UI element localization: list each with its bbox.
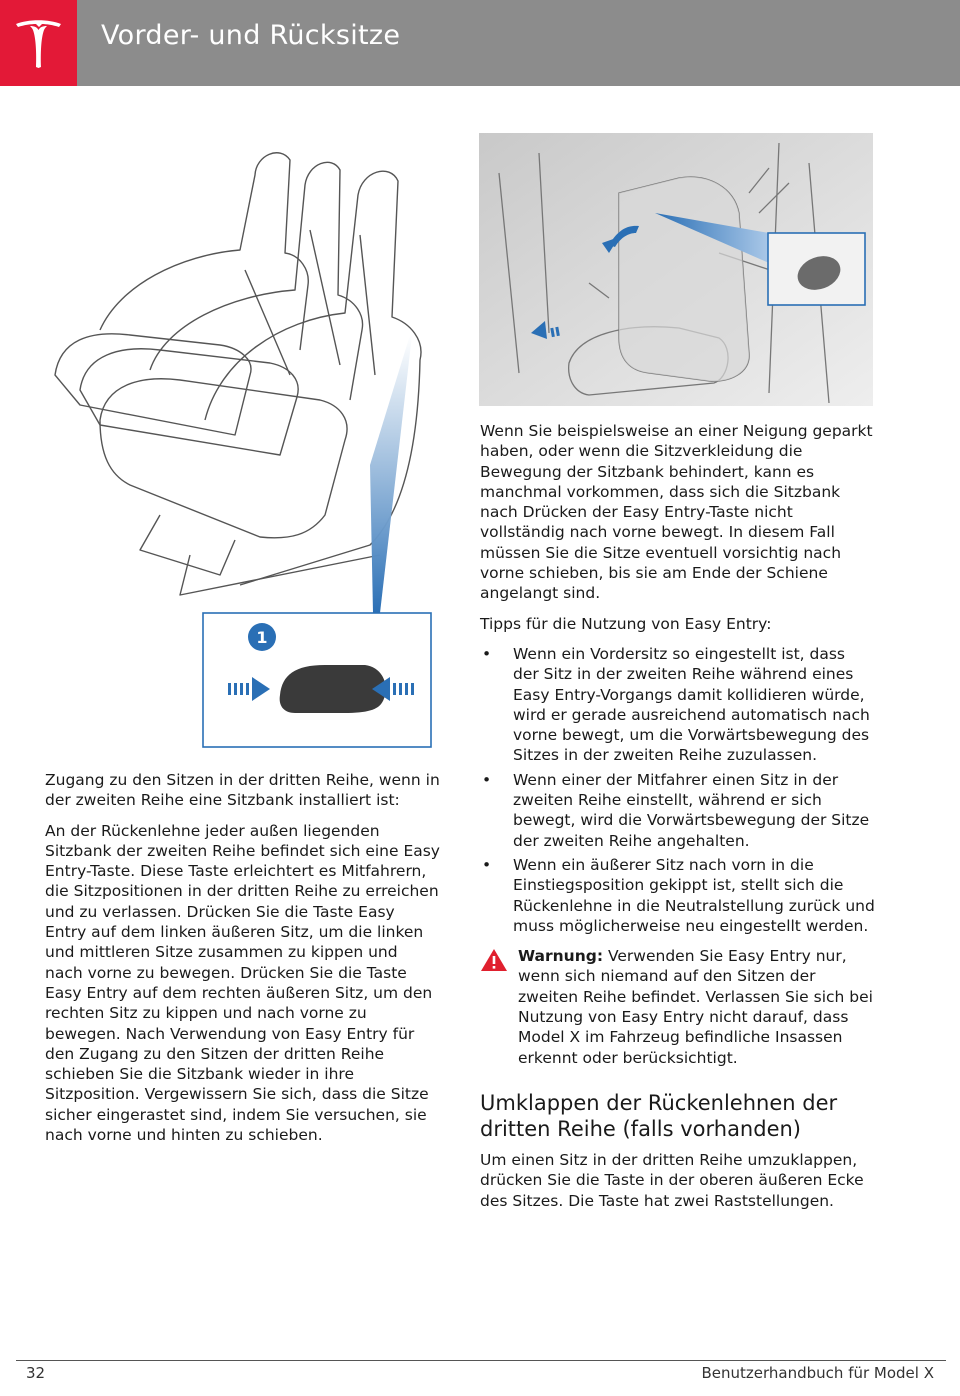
tesla-logo-icon xyxy=(14,18,63,70)
list-item xyxy=(480,855,875,936)
list-item xyxy=(480,770,875,851)
warning-triangle-icon xyxy=(480,948,508,972)
section-heading: Umklappen der Rückenlehnen der dritten Reihe (falls vorhanden) xyxy=(480,1090,838,1141)
tip-text: Wenn einer der Mitfahrer einen Sitz in der zweiten Reihe einstellt, während er sich bewegt, wird die Vorwärtsbewegung der Sitze der zweiten Reihe angehalten. xyxy=(513,770,870,850)
tip-text: Wenn ein äußerer Sitz nach vorn in die Einstiegsposition gekippt ist, stellt sich die Rückenlehne in die Neutralstellung zurück und muss möglicherweise neu eingestellt werden. xyxy=(513,855,875,935)
bullet: • xyxy=(482,855,492,874)
left-column xyxy=(45,770,440,1155)
incline-paragraph: Wenn Sie beispielsweise an einer Neigung geparkt haben, oder wenn die Sitzverkleidung die Bewegung der Sitzbank behindert, kann es manchmal vorkommen, dass sich die Sitzbank nach Drücken der Easy Entry-Taste nicht vollständig nach vorne bewegt. In diesem Fall müssen Sie die Sitze eventuell vorsichtig nach vorne schieben, bis sie am Ende der Schiene angelangt sind. xyxy=(480,422,873,603)
tesla-logo xyxy=(0,0,77,86)
bullet: • xyxy=(482,644,492,663)
footer-divider xyxy=(16,1360,946,1361)
seat-easy-entry-illustration xyxy=(40,135,440,755)
easy-entry-description: An der Rückenlehne jeder außen liegenden Sitzbank der zweiten Reihe befindet sich eine Easy Entry-Taste. Diese Taste erleichtert es Mitfahrern, die Sitzpositionen in der dritten Reihe zu erreichen und zu verlassen. Drücken Sie die Taste Easy Entry auf dem linken äußeren Sitz, um die linken und mittleren Sitze zusammen zu kippen und nach vorne zu bewegen. Drücken Sie die Taste Easy Entry auf dem rechten äußeren Sitz, um den rechten Sitz zu kippen und nach vorne zu bewegen. Nach Verwendung von Easy Entry für den Zugang zu den Sitzen der dritten Reihe schieben Sie die Sitzbank wieder in ihre Sitzposition. Vergewissern Sie sich, dass die Sitze sicher eingerastet sind, indem Sie versuchen, sie nach vorne und hinten zu schieben. xyxy=(45,821,440,1145)
easy-entry-intro: Zugang zu den Sitzen in der dritten Reihe, wenn in der zweiten Reihe eine Sitzbank installiert ist: xyxy=(45,771,440,810)
page-number: 32 xyxy=(26,1364,46,1382)
warning-text: Verwenden Sie Easy Entry nur, wenn sich niemand auf den Sitzen der zweiten Reihe befindet. Verlassen Sie sich bei Nutzung von Easy Entry nicht darauf, dass Model X im Fahrzeug befindliche Insassen erkennt oder berücksichtigt. xyxy=(518,947,873,1067)
tip-text: Wenn ein Vordersitz so eingestellt ist, dass der Sitz in der zweiten Reihe während eines Easy Entry-Vorgangs damit kollidieren würde, wird er gerade ausreichend automatisch nach vorne bewegt, um die Vorwärtsbewegung des Sitzes in der zweiten Reihe zuzulassen. xyxy=(513,644,870,765)
tips-intro: Tipps für die Nutzung von Easy Entry: xyxy=(480,614,772,633)
fold-instructions: Um einen Sitz in der dritten Reihe umzuklappen, drücken Sie die Taste in der oberen äußeren Ecke des Sitzes. Die Taste hat zwei Raststellungen. xyxy=(480,1150,864,1210)
warning-note xyxy=(480,946,875,1068)
bullet: • xyxy=(482,770,492,789)
manual-title: Benutzerhandbuch für Model X xyxy=(701,1364,934,1382)
page-title: Vorder- und Rücksitze xyxy=(101,20,401,51)
list-item xyxy=(480,644,875,766)
third-row-seat-photo xyxy=(479,133,873,406)
tips-list xyxy=(480,644,875,936)
right-column xyxy=(480,421,875,1221)
warning-label: Warnung: xyxy=(518,947,604,966)
callout-number: 1 xyxy=(256,628,268,647)
page-header xyxy=(0,0,960,86)
